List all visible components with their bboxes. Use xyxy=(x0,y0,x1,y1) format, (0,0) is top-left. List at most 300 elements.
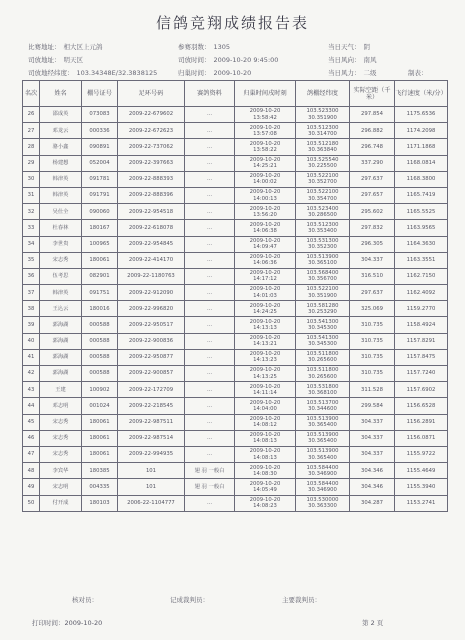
cell-coordinates-line2: 30.365400 xyxy=(308,422,337,429)
cell-distance: 296.305 xyxy=(350,236,395,252)
cell-return-time-line2: 14:08:13 xyxy=(253,438,277,445)
cell-coordinates-line2: 30.354700 xyxy=(308,195,337,202)
cell-return-time xyxy=(235,479,296,495)
cell-name: 韩津英 xyxy=(40,285,82,301)
cell-loft: 091751 xyxy=(82,285,118,301)
cell-info: ... xyxy=(185,107,235,123)
cell-coordinates-line2: 30.365400 xyxy=(308,438,337,445)
cell-rank: 31 xyxy=(23,187,40,203)
cell-distance: 316.510 xyxy=(350,268,395,284)
cell-speed: 1174.2098 xyxy=(395,123,448,139)
cell-rank: 33 xyxy=(23,220,40,236)
cell-distance: 304.337 xyxy=(350,252,395,268)
cell-distance: 297.657 xyxy=(350,187,395,203)
cell-name: 邓龙云 xyxy=(40,123,82,139)
cell-info: ... xyxy=(185,349,235,365)
cell-return-time xyxy=(235,495,296,511)
cell-name: 宋志秀 xyxy=(40,430,82,446)
cell-coordinates xyxy=(296,414,350,430)
cell-return-time-line2: 14:06:36 xyxy=(253,260,277,267)
cell-coordinates-line1: 103.513900 xyxy=(306,448,339,455)
cell-info: ... xyxy=(185,285,235,301)
cell-info: ... xyxy=(185,301,235,317)
cell-loft: 004335 xyxy=(82,479,118,495)
cell-ring: 2009-22-996820 xyxy=(118,301,185,317)
table-row xyxy=(23,155,448,171)
cell-distance: 304.287 xyxy=(350,495,395,511)
cell-speed: 1156.0871 xyxy=(395,430,448,446)
table-row xyxy=(23,479,448,495)
cell-return-time xyxy=(235,171,296,187)
cell-info: ... xyxy=(185,333,235,349)
cell-loft: 082901 xyxy=(82,268,118,284)
report-title: 信鸽竞翔成绩报告表 xyxy=(155,14,309,32)
cell-return-time xyxy=(235,107,296,123)
cell-coordinates-line1: 103.531300 xyxy=(306,237,339,244)
cell-coordinates xyxy=(296,220,350,236)
cell-distance: 297.832 xyxy=(350,220,395,236)
col-header-ring: 足环号码 xyxy=(118,81,185,107)
cell-return-time-line1: 2009-10-20 xyxy=(249,318,281,325)
cell-loft: 091791 xyxy=(82,187,118,203)
cell-ring: 2009-22-679602 xyxy=(118,107,185,123)
cell-loft: 180016 xyxy=(82,301,118,317)
cell-ring: 2009-22-912090 xyxy=(118,285,185,301)
cell-rank: 46 xyxy=(23,430,40,446)
cell-ring: 2009-22-888396 xyxy=(118,187,185,203)
cell-coordinates xyxy=(296,463,350,479)
table-row xyxy=(23,285,448,301)
cell-return-time-line2: 14:17:12 xyxy=(253,276,277,283)
cell-ring: 2009-22-172709 xyxy=(118,382,185,398)
table-row xyxy=(23,139,448,155)
col-header-rank: 名次 xyxy=(23,81,40,107)
cell-coordinates-line1: 103.584400 xyxy=(306,464,339,471)
cell-ring: 2009-22-900857 xyxy=(118,366,185,382)
cell-rank: 45 xyxy=(23,414,40,430)
cell-speed: 1153.2741 xyxy=(395,495,448,511)
cell-return-time-line1: 2009-10-20 xyxy=(249,399,281,406)
cell-return-time xyxy=(235,285,296,301)
cell-name: 杜春林 xyxy=(40,220,82,236)
cell-rank: 47 xyxy=(23,446,40,462)
cell-info: ... xyxy=(185,446,235,462)
cell-coordinates-line1: 103.530000 xyxy=(306,496,339,503)
cell-loft: 180167 xyxy=(82,220,118,236)
cell-speed: 1159.2770 xyxy=(395,301,448,317)
table-row xyxy=(23,414,448,430)
checker-label: 核对员： xyxy=(72,596,98,604)
cell-coordinates-line1: 103.523400 xyxy=(306,205,339,212)
cell-coordinates-line2: 30.314700 xyxy=(308,130,337,137)
cell-info: ... xyxy=(185,155,235,171)
cell-coordinates xyxy=(296,349,350,365)
cell-return-time xyxy=(235,204,296,220)
cell-name: 吴仕全 xyxy=(40,204,82,220)
cell-rank: 40 xyxy=(23,333,40,349)
release-coordinates: 司放地经纬度： 103.34348E/32.3838125 xyxy=(28,68,158,77)
maker-label: 制表： xyxy=(408,69,428,77)
table-row xyxy=(23,366,448,382)
cell-return-time-line2: 13:58:22 xyxy=(253,146,277,153)
cell-return-time xyxy=(235,382,296,398)
cell-rank: 35 xyxy=(23,252,40,268)
cell-name: 杨建想 xyxy=(40,155,82,171)
cell-coordinates-line1: 103.511800 xyxy=(306,351,339,358)
cell-loft: 090060 xyxy=(82,204,118,220)
cell-ring: 2009-22-672623 xyxy=(118,123,185,139)
cell-return-time xyxy=(235,236,296,252)
cell-coordinates-line2: 30.225500 xyxy=(308,163,337,170)
cell-coordinates xyxy=(296,123,350,139)
cell-coordinates xyxy=(296,366,350,382)
cell-return-time-line2: 14:00:02 xyxy=(253,179,277,186)
cell-coordinates xyxy=(296,333,350,349)
cell-return-time xyxy=(235,268,296,284)
cell-return-time-line2: 14:08:12 xyxy=(253,422,277,429)
cell-rank: 49 xyxy=(23,479,40,495)
cell-distance: 297.637 xyxy=(350,285,395,301)
cell-info: ... xyxy=(185,171,235,187)
cell-return-time-line1: 2009-10-20 xyxy=(249,335,281,342)
cell-coordinates xyxy=(296,285,350,301)
cell-loft: 180385 xyxy=(82,463,118,479)
cell-loft: 180061 xyxy=(82,430,118,446)
cell-return-time-line1: 2009-10-20 xyxy=(249,302,281,309)
cell-return-time xyxy=(235,333,296,349)
cell-name: 李世贵 xyxy=(40,236,82,252)
table-row xyxy=(23,252,448,268)
table-row xyxy=(23,349,448,365)
col-header-name: 姓名 xyxy=(40,81,82,107)
release-address: 司放地址： 明天区 xyxy=(28,56,83,64)
wind-force: 当日风力： 二级 xyxy=(328,69,377,77)
cell-coordinates-line2: 30.351900 xyxy=(308,114,337,121)
table-row xyxy=(23,333,448,349)
table-row xyxy=(23,446,448,462)
cell-return-time-line2: 14:13:25 xyxy=(253,373,277,380)
cell-name: 李宾华 xyxy=(40,463,82,479)
cell-distance: 310.735 xyxy=(350,366,395,382)
cell-return-time-line1: 2009-10-20 xyxy=(249,108,281,115)
cell-coordinates-line2: 30.345300 xyxy=(308,325,337,332)
cell-distance: 296.748 xyxy=(350,139,395,155)
cell-return-time-line1: 2009-10-20 xyxy=(249,173,281,180)
cell-loft: 000588 xyxy=(82,366,118,382)
cell-return-time xyxy=(235,187,296,203)
cell-return-time-line1: 2009-10-20 xyxy=(249,464,281,471)
cell-coordinates-line1: 103.584400 xyxy=(306,480,339,487)
cell-coordinates xyxy=(296,187,350,203)
cell-rank: 32 xyxy=(23,204,40,220)
cell-return-time-line2: 13:56:20 xyxy=(253,211,277,218)
cell-speed: 1168.3800 xyxy=(395,171,448,187)
cell-coordinates xyxy=(296,382,350,398)
cell-return-time xyxy=(235,430,296,446)
cell-coordinates-line2: 30.346900 xyxy=(308,486,337,493)
cell-distance: 304.337 xyxy=(350,446,395,462)
cell-rank: 37 xyxy=(23,285,40,301)
table-row xyxy=(23,495,448,511)
cell-name: 付开成 xyxy=(40,495,82,511)
cell-coordinates-line1: 103.513900 xyxy=(306,254,339,261)
cell-speed: 1171.1868 xyxy=(395,139,448,155)
race-address: 比赛地址： 相大区上元鸽 xyxy=(28,43,103,51)
cell-coordinates-line1: 103.513900 xyxy=(306,415,339,422)
cell-distance: 297.854 xyxy=(350,107,395,123)
cell-return-time-line1: 2009-10-20 xyxy=(249,448,281,455)
cell-coordinates-line1: 103.568400 xyxy=(306,270,339,277)
cell-rank: 34 xyxy=(23,236,40,252)
cell-return-time-line1: 2009-10-20 xyxy=(249,432,281,439)
cell-speed: 1157.8291 xyxy=(395,333,448,349)
cell-rank: 42 xyxy=(23,366,40,382)
cell-coordinates-line2: 30.253290 xyxy=(308,308,337,315)
cell-loft: 100902 xyxy=(82,382,118,398)
table-row xyxy=(23,463,448,479)
cell-ring: 101 xyxy=(118,463,185,479)
cell-coordinates xyxy=(296,236,350,252)
cell-speed: 1168.0814 xyxy=(395,155,448,171)
cell-speed: 1158.4924 xyxy=(395,317,448,333)
cell-return-time xyxy=(235,414,296,430)
cell-return-time-line1: 2009-10-20 xyxy=(249,189,281,196)
cell-coordinates xyxy=(296,479,350,495)
cell-info: ... xyxy=(185,382,235,398)
cell-coordinates xyxy=(296,301,350,317)
cell-coordinates xyxy=(296,446,350,462)
cell-info: ... xyxy=(185,366,235,382)
results-table xyxy=(22,80,448,512)
cell-speed: 1165.7419 xyxy=(395,187,448,203)
cell-loft: 000588 xyxy=(82,349,118,365)
cell-return-time xyxy=(235,317,296,333)
header-row xyxy=(28,66,448,79)
cell-name: 郭海湖 xyxy=(40,366,82,382)
cell-rank: 38 xyxy=(23,301,40,317)
cell-speed: 1165.5525 xyxy=(395,204,448,220)
cell-ring: 2009-22-987511 xyxy=(118,414,185,430)
cell-coordinates-line1: 103.541300 xyxy=(306,335,339,342)
cell-info: ... xyxy=(185,139,235,155)
cell-distance: 325.069 xyxy=(350,301,395,317)
cell-name: 郭海湖 xyxy=(40,317,82,333)
cell-ring: 2009-22-954845 xyxy=(118,236,185,252)
cell-info: ... xyxy=(185,414,235,430)
cell-return-time-line1: 2009-10-20 xyxy=(249,221,281,228)
cell-loft: 180061 xyxy=(82,414,118,430)
cell-coordinates xyxy=(296,317,350,333)
cell-coordinates-line1: 103.541300 xyxy=(306,318,339,325)
cell-rank: 29 xyxy=(23,155,40,171)
cell-info: ... xyxy=(185,220,235,236)
cell-ring: 2009-22-218545 xyxy=(118,398,185,414)
cell-coordinates-line2: 30.265600 xyxy=(308,373,337,380)
table-row xyxy=(23,430,448,446)
cell-speed: 1175.6536 xyxy=(395,107,448,123)
cell-name: 王込云 xyxy=(40,301,82,317)
entry-count: 参赛羽数： 1305 xyxy=(178,42,231,51)
cell-distance: 297.637 xyxy=(350,171,395,187)
cell-return-time-line2: 14:08:13 xyxy=(253,454,277,461)
cell-return-time-line1: 2009-10-20 xyxy=(249,254,281,261)
cell-info: ... xyxy=(185,398,235,414)
cell-return-time xyxy=(235,463,296,479)
cell-coordinates xyxy=(296,107,350,123)
table-row xyxy=(23,171,448,187)
cell-ring: 2009-22-950517 xyxy=(118,317,185,333)
cell-coordinates-line2: 30.286500 xyxy=(308,211,337,218)
cell-distance: 296.882 xyxy=(350,123,395,139)
cell-return-time xyxy=(235,446,296,462)
cell-ring: 2009-22-1180763 xyxy=(118,268,185,284)
referee-label: 主要裁判员： xyxy=(282,596,321,604)
cell-return-time-line2: 14:13:13 xyxy=(253,325,277,332)
cell-ring: 2009-22-397663 xyxy=(118,155,185,171)
cell-speed: 1162.7150 xyxy=(395,268,448,284)
cell-speed: 1155.3940 xyxy=(395,479,448,495)
cell-name: 宋志秀 xyxy=(40,252,82,268)
cell-return-time-line2: 14:00:13 xyxy=(253,195,277,202)
cell-return-time-line1: 2009-10-20 xyxy=(249,270,281,277)
cell-return-time-line2: 14:25:21 xyxy=(253,163,277,170)
header-row xyxy=(28,40,448,53)
cell-distance: 304.346 xyxy=(350,463,395,479)
cell-name: 王建 xyxy=(40,382,82,398)
report-header xyxy=(28,40,448,79)
cell-speed: 1157.7240 xyxy=(395,366,448,382)
table-row xyxy=(23,398,448,414)
cell-name: 宋志秀 xyxy=(40,446,82,462)
cell-coordinates xyxy=(296,252,350,268)
header-row xyxy=(28,53,448,66)
cell-info: ... xyxy=(185,430,235,446)
cell-loft: 001024 xyxy=(82,398,118,414)
print-date: 打印时间：2009-10-20 xyxy=(32,619,103,627)
cell-return-time xyxy=(235,155,296,171)
cell-coordinates-line1: 103.512180 xyxy=(306,140,339,147)
cell-return-time-line2: 14:09:47 xyxy=(253,244,277,251)
cell-coordinates-line2: 30.365100 xyxy=(308,260,337,267)
cell-return-time-line1: 2009-10-20 xyxy=(249,480,281,487)
cell-ring: 2009-22-954518 xyxy=(118,204,185,220)
cell-speed: 1157.8475 xyxy=(395,349,448,365)
cell-distance: 310.735 xyxy=(350,317,395,333)
cell-return-time xyxy=(235,398,296,414)
cell-speed: 1163.9565 xyxy=(395,220,448,236)
cell-loft: 180061 xyxy=(82,252,118,268)
cell-coordinates-line1: 103.512300 xyxy=(306,124,339,131)
cell-loft: 000588 xyxy=(82,333,118,349)
cell-loft: 180061 xyxy=(82,446,118,462)
cell-name: 宋志秀 xyxy=(40,414,82,430)
cell-distance: 310.735 xyxy=(350,333,395,349)
table-row xyxy=(23,220,448,236)
cell-coordinates-line1: 103.513900 xyxy=(306,432,339,439)
cell-return-time-line1: 2009-10-20 xyxy=(249,415,281,422)
cell-coordinates-line2: 30.363840 xyxy=(308,146,337,153)
table-row xyxy=(23,382,448,398)
cell-coordinates-line1: 103.522100 xyxy=(306,189,339,196)
cell-rank: 39 xyxy=(23,317,40,333)
cell-return-time-line2: 14:05:49 xyxy=(253,486,277,493)
cell-coordinates-line1: 103.523300 xyxy=(306,108,339,115)
cell-speed: 1162.4092 xyxy=(395,285,448,301)
cell-return-time-line1: 2009-10-20 xyxy=(249,286,281,293)
cell-ring: 2009-22-618078 xyxy=(118,220,185,236)
cell-name: 郭海湖 xyxy=(40,349,82,365)
cell-ring: 2009-22-888393 xyxy=(118,171,185,187)
release-time: 司放时间： 2009-10-20 9:45:00 xyxy=(178,55,279,64)
table-row xyxy=(23,204,448,220)
cell-distance: 311.528 xyxy=(350,382,395,398)
cell-loft: 090891 xyxy=(82,139,118,155)
cell-name: 韩津英 xyxy=(40,187,82,203)
cell-rank: 28 xyxy=(23,139,40,155)
cell-speed: 1164.3630 xyxy=(395,236,448,252)
col-header-loft: 棚号证号 xyxy=(82,81,118,107)
cell-name: 伍考思 xyxy=(40,268,82,284)
cell-name: 宋志明 xyxy=(40,479,82,495)
cell-ring: 2009-22-900836 xyxy=(118,333,185,349)
cell-coordinates xyxy=(296,268,350,284)
cell-info: ... xyxy=(185,123,235,139)
return-time: 归巢时间： 2009-10-20 xyxy=(178,68,252,77)
cell-info: ... xyxy=(185,236,235,252)
cell-rank: 44 xyxy=(23,398,40,414)
cell-info: ... xyxy=(185,495,235,511)
cell-distance: 295.602 xyxy=(350,204,395,220)
cell-coordinates-line1: 103.522100 xyxy=(306,286,339,293)
cell-coordinates xyxy=(296,139,350,155)
cell-return-time-line2: 14:13:23 xyxy=(253,357,277,364)
cell-speed: 1156.2891 xyxy=(395,414,448,430)
cell-return-time-line2: 14:08:23 xyxy=(253,503,277,510)
cell-rank: 26 xyxy=(23,107,40,123)
cell-return-time-line1: 2009-10-20 xyxy=(249,205,281,212)
col-header-distance: 实际空距（千米） xyxy=(350,81,395,107)
cell-return-time-line2: 14:01:03 xyxy=(253,292,277,299)
cell-loft: 052004 xyxy=(82,155,118,171)
cell-name: 韩津英 xyxy=(40,171,82,187)
cell-info: ... xyxy=(185,252,235,268)
cell-loft: 100965 xyxy=(82,236,118,252)
col-header-speed: 飞行速度（米/分） xyxy=(395,81,448,107)
cell-coordinates-line2: 30.265600 xyxy=(308,357,337,364)
wind-direction: 当日风向： 南风 xyxy=(328,56,377,64)
cell-distance: 310.735 xyxy=(350,349,395,365)
cell-name: 骆小鑫 xyxy=(40,139,82,155)
weather: 当日天气： 阴 xyxy=(328,43,370,51)
cell-coordinates-line2: 30.345300 xyxy=(308,341,337,348)
cell-coordinates-line2: 30.351900 xyxy=(308,292,337,299)
cell-name: 邓志明 xyxy=(40,398,82,414)
cell-info: 翅 羽 一般白 xyxy=(185,463,235,479)
cell-distance: 304.337 xyxy=(350,430,395,446)
cell-rank: 50 xyxy=(23,495,40,511)
cell-ring: 2009-22-414170 xyxy=(118,252,185,268)
cell-ring: 2009-22-987514 xyxy=(118,430,185,446)
cell-return-time xyxy=(235,220,296,236)
cell-return-time-line2: 14:13:21 xyxy=(253,341,277,348)
cell-coordinates-line1: 103.513700 xyxy=(306,399,339,406)
cell-name: 郭海湖 xyxy=(40,333,82,349)
cell-return-time xyxy=(235,366,296,382)
cell-rank: 30 xyxy=(23,171,40,187)
cell-rank: 36 xyxy=(23,268,40,284)
cell-return-time-line2: 13:57:08 xyxy=(253,130,277,137)
table-row xyxy=(23,123,448,139)
